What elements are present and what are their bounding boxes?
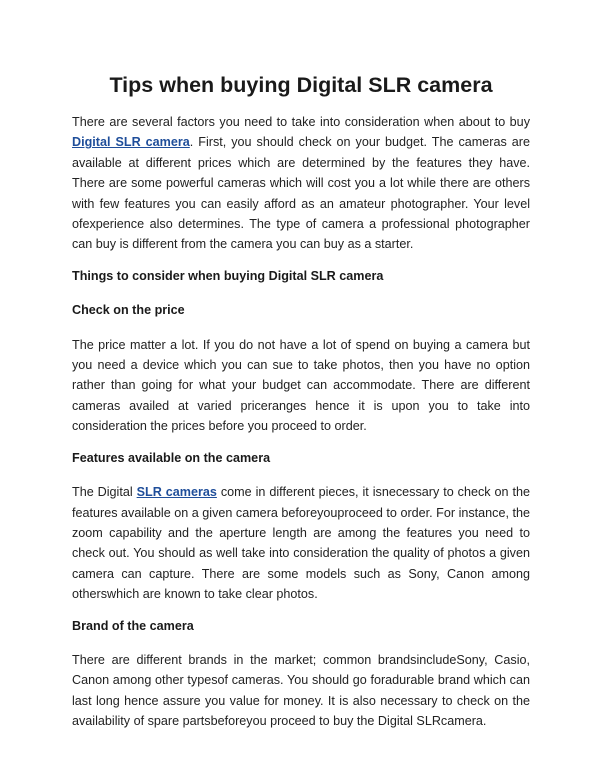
digital-slr-camera-link[interactable]: Digital SLR camera: [72, 135, 190, 150]
price-paragraph: The price matter a lot. If you do not have a lot of spend on buying a camera but you need a device which you can sue to take photos, then you have no option rather than going for what your budget can accommodate. There are different cameras availed at varied priceranges hence it is upon you to take into consideration the prices before you proceed to order.: [72, 337, 530, 434]
brand-heading: Brand of the camera: [72, 618, 194, 633]
page-title: Tips when buying Digital SLR camera: [109, 73, 493, 97]
slr-cameras-link[interactable]: SLR cameras: [136, 485, 217, 500]
price-heading: Check on the price: [72, 303, 185, 318]
intro-text-end: . First, you should check on your budget. The cameras are available at different prices which are determined by the features they have. There are some powerful cameras which will cost you a lot while there are others with few features you can easily afford as an amateur photographer. Your level ofexperience also determines. The type of camera a professional photographer can buy is different from the camera you can buy as a starter.: [72, 135, 530, 252]
features-text-end: come in different pieces, it isnecessary to check on the features available on a given camera beforeyouproceed to order. For instance, the zoom capability and the aperture length are among the features you need to check out. You should as well take into consideration the quality of photos a given camera can capture. There are some models such as Sony, Canon among otherswhich are known to take clear photos.: [72, 485, 530, 602]
brand-paragraph: There are different brands in the market; common brandsincludeSony, Casio, Canon among other typesof cameras. You should go foradurable brand which can last long hence assure you value for money. It is also necessary to check on the availability of spare partsbeforeyou proceed to buy the Digital SLRcamera.: [72, 652, 530, 729]
intro-text-start: There are several factors you need to take into consideration when about to buy: [72, 115, 530, 129]
section-heading: Things to consider when buying Digital SLR camera: [72, 268, 384, 283]
document-page: [72, 0, 530, 732]
intro-paragraph: [72, 112, 530, 255]
features-paragraph: [72, 482, 530, 604]
features-text-start: The Digital: [72, 485, 137, 500]
features-heading: Features available on the camera: [72, 450, 271, 465]
